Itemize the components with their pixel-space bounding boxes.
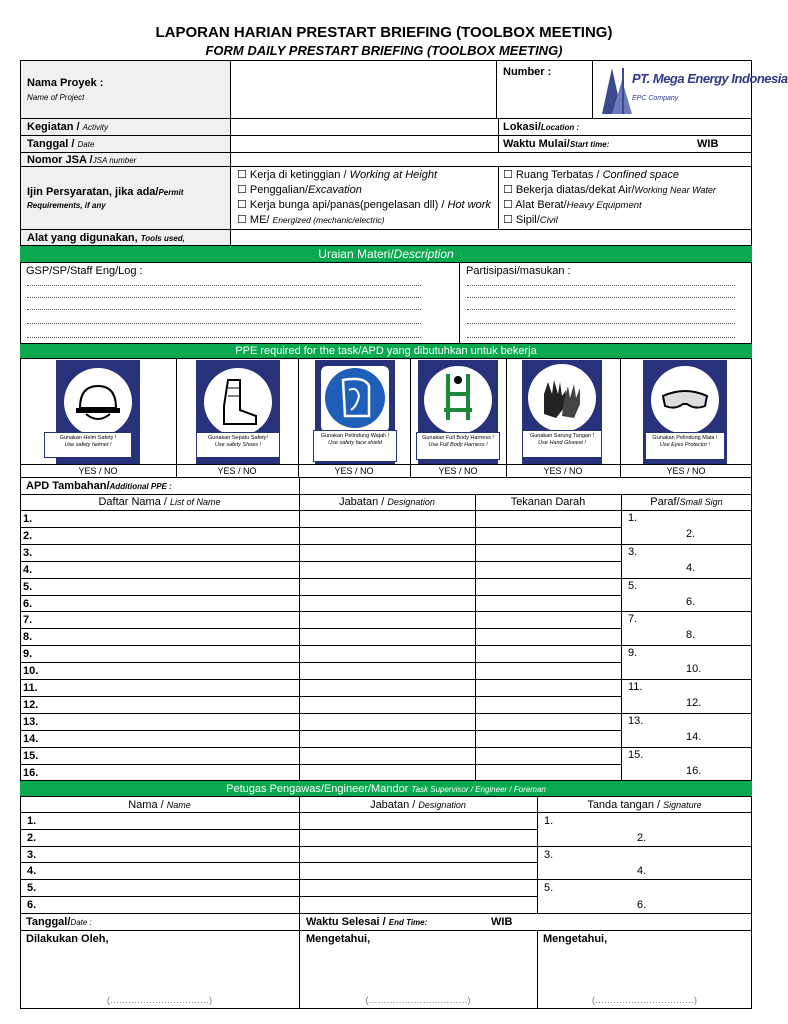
attendance-row-number: 11. <box>23 682 38 694</box>
sign-row-divider <box>621 611 752 612</box>
attendance-blood-pressure-field[interactable] <box>476 748 620 763</box>
permit-hot-work[interactable]: ☐ Kerja bunga api/panas(pengelasan dll) / Hot work <box>237 199 491 211</box>
supervisor-name-field[interactable] <box>44 847 298 862</box>
attendance-blood-pressure-field[interactable] <box>476 511 620 526</box>
attendance-sign-number[interactable]: 2. <box>686 528 696 540</box>
ppe-harness <box>418 360 498 464</box>
ppe-boots-yesno[interactable]: YES / NO <box>217 466 257 476</box>
date-field[interactable] <box>231 136 497 152</box>
attendance-blood-pressure-field[interactable] <box>476 629 620 644</box>
attendance-row-number: 16. <box>23 767 39 779</box>
supervisor-row-number: 1. <box>27 815 37 827</box>
attendance-sign-number[interactable]: 6. <box>686 596 696 608</box>
supervisor-col-signature: Tanda tangan / Signature <box>587 799 702 811</box>
ppe-goggles <box>643 360 727 464</box>
ppe-face-shield-yesno[interactable]: YES / NO <box>334 466 374 476</box>
description-presenter-label: GSP/SP/Staff Eng/Log : <box>26 265 143 277</box>
supervisor-signature-number[interactable]: 6. <box>637 899 647 911</box>
attendance-row-number: 7. <box>23 614 33 626</box>
supervisor-name-field[interactable] <box>44 880 298 895</box>
attendance-name-field[interactable] <box>40 596 298 611</box>
goggles-icon <box>661 386 709 412</box>
face-shield-icon <box>335 376 375 420</box>
attendance-designation-field[interactable] <box>300 697 474 712</box>
supervisor-signature-number[interactable]: 5. <box>544 882 554 894</box>
attendance-designation-field[interactable] <box>300 629 474 644</box>
attendance-blood-pressure-field[interactable] <box>476 646 620 661</box>
attendance-col-blood-pressure: Tekanan Darah <box>510 496 586 508</box>
attendance-designation-field[interactable] <box>300 579 474 594</box>
attendance-row-number: 13. <box>23 716 39 728</box>
ppe-harness-caption: Gunakan Full Body Harness ! Use Full Body Harness ! <box>416 432 500 460</box>
supervisor-row-number: 3. <box>27 849 37 861</box>
attendance-sign-number[interactable]: 13. <box>628 715 644 727</box>
attendance-row-number: 14. <box>23 733 39 745</box>
ppe-boots-caption: Gunakan Sepatu Safety! Use safety Shoes ! <box>196 432 280 458</box>
attendance-blood-pressure-field[interactable] <box>476 765 620 780</box>
ppe-header: PPE required for the task/APD yang dibutuhkan untuk bekerja <box>20 344 752 359</box>
attendance-sign-number[interactable]: 10. <box>686 663 702 675</box>
harness-icon <box>434 370 482 430</box>
attendance-blood-pressure-field[interactable] <box>476 714 620 729</box>
attendance-row-number: 2. <box>23 530 33 542</box>
performed-by-label: Dilakukan Oleh, <box>26 933 109 945</box>
supervisor-name-field[interactable] <box>44 897 298 912</box>
location-label: Lokasi/Location : <box>503 121 580 133</box>
permit-label: Ijin Persyaratan, jika ada/Permit <box>27 186 184 198</box>
supervisor-col-designation: Jabatan / Designation <box>370 799 466 811</box>
sign-row-divider <box>621 713 752 714</box>
signature-row-divider <box>537 846 752 847</box>
attendance-row-number: 3. <box>23 547 33 559</box>
company-logo <box>598 62 788 116</box>
ppe-gloves-caption: Gunakan Sarung Tangan ! Use Hand Glovest ! <box>522 430 602 458</box>
permit-label-en: Requirements, if any <box>27 201 106 210</box>
attendance-name-field[interactable] <box>40 731 298 746</box>
attendance-row-number: 8. <box>23 631 33 643</box>
ppe-face-shield-caption: Gunakan Pelindung Wajah ! Use safety face shield <box>313 430 397 462</box>
attendance-name-field[interactable] <box>40 765 298 780</box>
supervisor-designation-field[interactable] <box>300 880 536 895</box>
gloves-icon <box>538 374 586 422</box>
attendance-sign-number[interactable]: 3. <box>628 546 638 558</box>
attendance-sign-number[interactable]: 1. <box>628 512 638 524</box>
attendance-designation-field[interactable] <box>300 714 474 729</box>
attendance-name-field[interactable] <box>40 612 298 627</box>
description-header: Uraian Materi/Description <box>20 246 752 263</box>
ppe-gloves-yesno[interactable]: YES / NO <box>543 466 583 476</box>
logo-text: PT. Mega Energy Indonesia <box>632 71 788 86</box>
acknowledged-label-1: Mengetahui, <box>306 933 371 945</box>
ppe-goggles-yesno[interactable]: YES / NO <box>666 466 706 476</box>
attendance-name-field[interactable] <box>40 748 298 763</box>
date-label: Tanggal / Date <box>27 138 95 150</box>
helmet-icon <box>74 378 122 426</box>
supervisor-name-field[interactable] <box>44 813 298 828</box>
attendance-designation-field[interactable] <box>300 562 474 577</box>
end-time-wib: WIB <box>491 916 513 928</box>
end-time-label: Waktu Selesai / End Time: <box>306 916 428 928</box>
project-name-label: Nama Proyek : <box>27 77 104 89</box>
signature-row-divider <box>537 879 752 880</box>
attendance-sign-number[interactable]: 15. <box>628 749 644 761</box>
supervisor-designation-field[interactable] <box>300 847 536 862</box>
ppe-helmet-yesno[interactable]: YES / NO <box>78 466 118 476</box>
sign-row-divider <box>621 679 752 680</box>
footer-date-label: Tanggal/Date : <box>26 916 92 928</box>
attendance-designation-field[interactable] <box>300 646 474 661</box>
attendance-row-number: 4. <box>23 564 33 576</box>
supervisor-designation-field[interactable] <box>300 830 536 845</box>
attendance-row-number: 10. <box>23 665 39 677</box>
start-time-wib: WIB <box>697 138 719 150</box>
ppe-helmet-caption: Gunakan Helm Safety ! Use safety helmet ! <box>44 432 132 458</box>
additional-ppe-field[interactable] <box>300 478 750 494</box>
supervisor-row-number: 6. <box>27 899 37 911</box>
attendance-blood-pressure-field[interactable] <box>476 579 620 594</box>
attendance-designation-field[interactable] <box>300 680 474 695</box>
supervisor-designation-field[interactable] <box>300 897 536 912</box>
description-participation-field[interactable] <box>462 278 750 342</box>
supervisor-row-number: 5. <box>27 882 37 894</box>
ppe-boots <box>196 360 280 464</box>
acknowledged-signature-1[interactable]: (……………………………) <box>365 995 471 1005</box>
start-time-label: Waktu Mulai/Start time: <box>503 138 610 150</box>
permit-confined-space[interactable]: ☐ Ruang Terbatas / Confined space <box>503 169 680 181</box>
jsa-number-field[interactable] <box>231 153 751 166</box>
permit-heavy-equipment[interactable]: ☐ Alat Berat/Heavy Equipment <box>503 199 642 211</box>
permit-near-water[interactable]: ☐ Bekerja diatas/dekat Air/Working Near Water <box>503 184 716 196</box>
attendance-sign-number[interactable]: 7. <box>628 613 638 625</box>
supervisor-signature-number[interactable]: 4. <box>637 865 647 877</box>
attendance-designation-field[interactable] <box>300 528 474 543</box>
attendance-name-field[interactable] <box>40 697 298 712</box>
attendance-sign-number[interactable]: 9. <box>628 647 638 659</box>
attendance-name-field[interactable] <box>40 680 298 695</box>
attendance-designation-field[interactable] <box>300 545 474 560</box>
number-field[interactable] <box>500 80 590 116</box>
jsa-number-label: Nomor JSA /JSA number <box>27 154 137 166</box>
performed-by-signature[interactable]: (……………………………) <box>107 995 212 1005</box>
attendance-blood-pressure-field[interactable] <box>476 545 620 560</box>
tools-field[interactable] <box>231 230 751 245</box>
description-presenter-field[interactable] <box>22 278 456 342</box>
attendance-name-field[interactable] <box>40 646 298 661</box>
attendance-name-field[interactable] <box>40 545 298 560</box>
sign-row-divider <box>621 578 752 579</box>
sign-row-divider <box>621 645 752 646</box>
permit-civil[interactable]: ☐ Sipil/Civil <box>503 214 558 226</box>
acknowledged-signature-2[interactable]: (……………………………) <box>592 995 697 1005</box>
permit-working-height[interactable]: ☐ Kerja di ketinggian / Working at Height <box>237 169 438 181</box>
attendance-blood-pressure-field[interactable] <box>476 697 620 712</box>
attendance-name-field[interactable] <box>40 714 298 729</box>
attendance-row-number: 1. <box>23 513 33 525</box>
sign-row-divider <box>621 544 752 545</box>
attendance-sign-number[interactable]: 16. <box>686 765 702 777</box>
attendance-sign-number[interactable]: 14. <box>686 731 702 743</box>
permit-excavation[interactable]: ☐ Penggalian/Excavation <box>237 184 362 196</box>
attendance-designation-field[interactable] <box>300 511 474 526</box>
attendance-designation-field[interactable] <box>300 612 474 627</box>
attendance-name-field[interactable] <box>40 629 298 644</box>
boots-icon <box>214 376 262 428</box>
attendance-row-number: 15. <box>23 750 39 762</box>
supervisor-col-name: Nama / Name <box>128 799 191 811</box>
attendance-designation-field[interactable] <box>300 748 474 763</box>
attendance-row-number: 12. <box>23 699 39 711</box>
attendance-name-field[interactable] <box>40 562 298 577</box>
attendance-name-field[interactable] <box>40 528 298 543</box>
attendance-sign-number[interactable]: 11. <box>628 681 643 693</box>
attendance-name-field[interactable] <box>40 579 298 594</box>
activity-label: Kegiatan / Activity <box>27 121 108 133</box>
tools-label: Alat yang digunakan, Tools used, <box>27 232 185 244</box>
attendance-col-sign: Paraf/Small Sign <box>650 496 723 508</box>
attendance-sign-number[interactable]: 12. <box>686 697 702 709</box>
attendance-sign-number[interactable]: 8. <box>686 629 696 641</box>
attendance-blood-pressure-field[interactable] <box>476 562 620 577</box>
permit-energized[interactable]: ☐ ME/ Energized (mechanic/electric) <box>237 214 385 226</box>
attendance-blood-pressure-field[interactable] <box>476 612 620 627</box>
supervisor-row-number: 2. <box>27 832 37 844</box>
ppe-harness-yesno[interactable]: YES / NO <box>438 466 478 476</box>
ppe-helmet <box>56 360 140 464</box>
attendance-sign-number[interactable]: 5. <box>628 580 638 592</box>
form-title: LAPORAN HARIAN PRESTART BRIEFING (TOOLBOX MEETING) <box>155 24 613 41</box>
attendance-name-field[interactable] <box>40 663 298 678</box>
project-name-label-en: Name of Project <box>27 93 85 102</box>
attendance-col-designation: Jabatan / Designation <box>339 496 435 508</box>
acknowledged-label-2: Mengetahui, <box>543 933 608 945</box>
ppe-face-shield <box>315 360 395 464</box>
attendance-designation-field[interactable] <box>300 596 474 611</box>
sign-row-divider <box>621 747 752 748</box>
attendance-blood-pressure-field[interactable] <box>476 596 620 611</box>
attendance-designation-field[interactable] <box>300 765 474 780</box>
logo-subtext: EPC Company <box>632 95 679 102</box>
project-name-field[interactable] <box>231 61 495 117</box>
attendance-row-number: 5. <box>23 581 33 593</box>
supervisor-signature-number[interactable]: 2. <box>637 832 647 844</box>
ppe-goggles-caption: Gunakan Pelindung Mata ! Use Eyes Protector ! <box>645 432 725 460</box>
attendance-blood-pressure-field[interactable] <box>476 528 620 543</box>
description-participation-label: Partisipasi/masukan : <box>466 265 571 277</box>
attendance-blood-pressure-field[interactable] <box>476 680 620 695</box>
additional-ppe-label: APD Tambahan/Additional PPE : <box>26 480 172 492</box>
attendance-row-number: 6. <box>23 598 33 610</box>
attendance-col-name: Daftar Nama / List of Name <box>98 496 221 508</box>
supervisor-signature-number[interactable]: 1. <box>544 815 554 827</box>
attendance-designation-field[interactable] <box>300 731 474 746</box>
attendance-designation-field[interactable] <box>300 663 474 678</box>
form-subtitle: FORM DAILY PRESTART BRIEFING (TOOLBOX MEETING) <box>205 43 563 58</box>
number-label: Number : <box>503 66 552 78</box>
attendance-name-field[interactable] <box>40 511 298 526</box>
supervisor-row-number: 4. <box>27 865 37 877</box>
supervisor-header: Petugas Pengawas/Engineer/Mandor Task Supervisor / Engineer / Foreman <box>20 781 752 797</box>
supervisor-designation-field[interactable] <box>300 813 536 828</box>
attendance-blood-pressure-field[interactable] <box>476 731 620 746</box>
supervisor-name-field[interactable] <box>44 830 298 845</box>
activity-field[interactable] <box>231 119 497 135</box>
attendance-blood-pressure-field[interactable] <box>476 663 620 678</box>
attendance-row-number: 9. <box>23 648 33 660</box>
supervisor-designation-field[interactable] <box>300 863 536 878</box>
attendance-sign-number[interactable]: 4. <box>686 562 696 574</box>
ppe-gloves <box>522 360 602 464</box>
supervisor-signature-number[interactable]: 3. <box>544 849 554 861</box>
supervisor-name-field[interactable] <box>44 863 298 878</box>
